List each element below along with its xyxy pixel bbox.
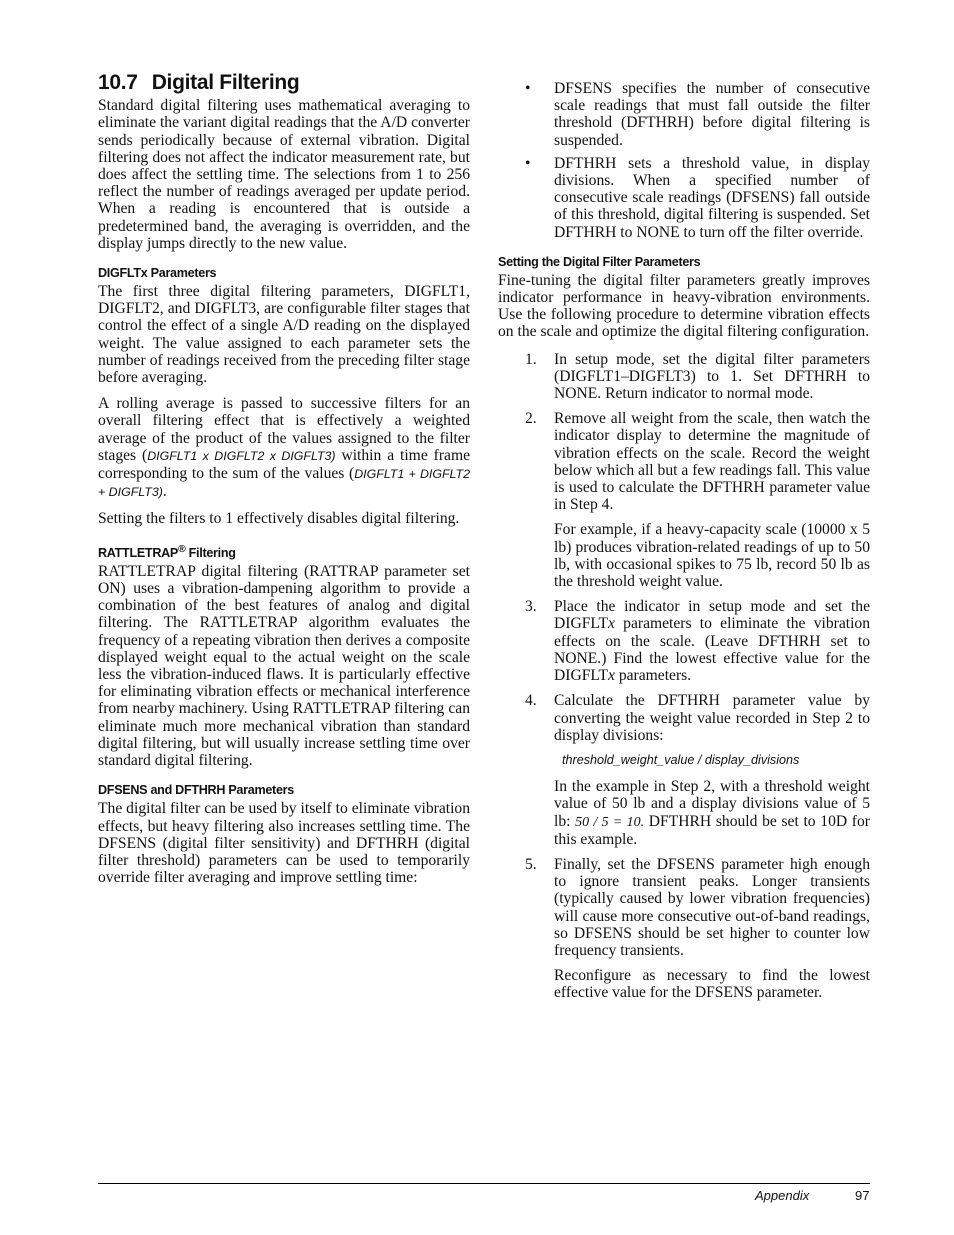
digflt-product-formula: DIGFLT1 x DIGFLT2 x DIGFLT3) (147, 448, 336, 463)
rattletrap-paragraph: RATTLETRAP digital filtering (RATTRAP parameter set ON) uses a vibration-dampening algorithm to provide a combination of the best features of analog and digital filtering. The RATTLETRAP algorithm evaluates the frequency of a repeating vibration then derives a composite displayed weight equal to the actual weight on the scale less the vibration-induced flaws. It is particularly effective for eliminating vibration effects or mechanical interference from nearby machinery. Using RATTLETRAP filtering can eliminate much more mechanical vibration than standard digital filtering, but will usually increase settling time over standard digital filtering. (98, 562, 470, 770)
step-note: For example, if a heavy-capacity scale (10000 x 5 lb) produces vibration-related readings of up to 50 lb, with occasional spikes to 75 lb, record 50 lb as the threshold weight value. (554, 521, 870, 591)
section-title: Digital Filtering (151, 71, 300, 94)
rattletrap-title: RATTLETRAP (98, 545, 179, 560)
footer-section: Appendix (755, 1188, 810, 1203)
step-note-a: In the example in Step 2, with a threshold weight value of 50 lb and a display divisions value of 5 lb: (554, 778, 870, 830)
digflt-paragraph-3: Setting the filters to 1 effectively disables digital filtering. (98, 510, 460, 528)
step-1 (498, 351, 870, 403)
step-text (554, 598, 870, 684)
digflt-heading: DIGFLTx Parameters (98, 266, 217, 281)
digflt-paragraph-2 (98, 395, 470, 501)
step-5 (498, 856, 870, 1002)
step-text: Remove all weight from the scale, then watch the indicator display to determine the magnitude of vibration effects on the scale. Record the weight below which all but a few readings fall. This value is used to calculate the DFTHRH parameter value in Step 4. (554, 410, 870, 514)
step-2 (498, 410, 870, 590)
bullet-text: DFTHRH sets a threshold value, in display divisions. When a specified number of consecutive scale readings (DFSENS) fall outside of this threshold, digital filtering is suspended. Set DFTHRH to NONE to turn off the filter override. (554, 154, 870, 241)
step-number: 2. (525, 410, 537, 428)
page-number: 97 (855, 1188, 870, 1203)
step-text: Finally, set the DFSENS parameter high enough to ignore transient peaks. Longer transients (typically caused by lower vibration frequencies) will cause more consecutive out-of-band readings, so DFSENS should be set higher to counter low frequency transients. (554, 855, 870, 959)
step-var-x: x (608, 667, 615, 685)
digflt-p2-text-a: A rolling average is passed to successive filters for an overall filtering effect that is effectively a weighted average of the product of the values assigned to the filter stages ( (98, 395, 470, 464)
footer-rule (98, 1183, 870, 1184)
bullet-icon: • (525, 80, 531, 97)
step-4 (498, 692, 870, 848)
intro-paragraph: Standard digital filtering uses mathematical averaging to eliminate the variant digital readings that the A/D converter sends periodically because of external vibration. Digital filtering does not affect the indicator measurement rate, but does affect the settling time. The selections from 1 to 256 reflect the number of readings averaged per update period. When a reading is encountered that is outside a predetermined band, the averaging is overridden, and the display jumps directly to the new value. (98, 97, 470, 252)
step-note-b: DFTHRH should be set to 10D for this example. (554, 812, 870, 848)
step-text: Calculate the DFTHRH parameter value by converting the weight value recorded in Step 2 to display divisions: (554, 692, 870, 744)
digflt-p2-text-b: within a time frame corresponding to the sum of the values ( (98, 446, 470, 483)
step-number: 4. (525, 692, 537, 710)
section-heading (98, 71, 470, 94)
step-text-a: Place the indicator in setup mode and set the DIGFLT (554, 598, 870, 633)
left-column (98, 71, 470, 895)
registered-mark: ® (178, 542, 186, 555)
procedure-steps (498, 351, 870, 1002)
threshold-formula: threshold_weight_value / display_divisions (562, 752, 800, 767)
list-item (498, 155, 870, 241)
setting-heading: Setting the Digital Filter Parameters (498, 254, 701, 269)
rattletrap-heading (98, 542, 470, 561)
step-3 (498, 598, 870, 684)
section-number: 10.7 (98, 71, 138, 94)
bullet-text: DFSENS specifies the number of consecutive scale readings that must fall outside the filter threshold (DFTHRH) before digital filtering is suspended. (554, 80, 870, 149)
right-column (498, 80, 870, 1010)
digflt-sum-formula: DIGFLT1 + DIGFLT2 + DIGFLT3) (98, 467, 470, 500)
example-calculation: 50 / 5 = 10. (575, 814, 645, 830)
step-note (554, 778, 870, 848)
dfsens-bullet-list (498, 80, 870, 241)
step-text-b: parameters to eliminate the vibration effects on the scale. (Leave DFTHRH set to NONE.) Find the lowest effective value for the DIGFLT (554, 615, 870, 685)
step-number: 5. (525, 855, 537, 873)
rattletrap-title-suffix: Filtering (185, 545, 236, 560)
step-note: Reconfigure as necessary to find the lowest effective value for the DFSENS parameter. (554, 967, 870, 1002)
setting-intro: Fine-tuning the digital filter parameters greatly improves indicator performance in heavy-vibration environments. Use the following procedure to determine vibration effects on the scale and optimize the digital filtering configuration. (498, 271, 870, 341)
digflt-p2-text-c: . (162, 483, 167, 501)
list-item (498, 80, 870, 149)
step-number: 1. (525, 350, 537, 368)
bullet-icon: • (525, 154, 531, 172)
dfsens-heading: DFSENS and DFTHRH Parameters (98, 783, 294, 798)
step-text: In setup mode, set the digital filter parameters (DIGFLT1–DIGFLT3) to 1. Set DFTHRH to NONE. Return indicator to normal mode. (554, 350, 870, 403)
step-text-c: parameters. (614, 667, 692, 685)
step-var-x: x (608, 615, 615, 633)
dfsens-paragraph: The digital filter can be used by itself to eliminate vibration effects, but heavy filtering also increases settling time. The DFSENS (digital filter sensitivity) and DFTHRH (digital filter threshold) parameters can be used to temporarily override filter averaging and improve settling time: (98, 800, 470, 887)
step-number: 3. (525, 598, 537, 616)
digflt-paragraph-1: The first three digital filtering parameters, DIGFLT1, DIGFLT2, and DIGFLT3, are configurable filter stages that control the effect of a single A/D reading on the displayed weight. The value assigned to each parameter sets the number of readings received from the preceding filter stage before averaging. (98, 283, 470, 387)
